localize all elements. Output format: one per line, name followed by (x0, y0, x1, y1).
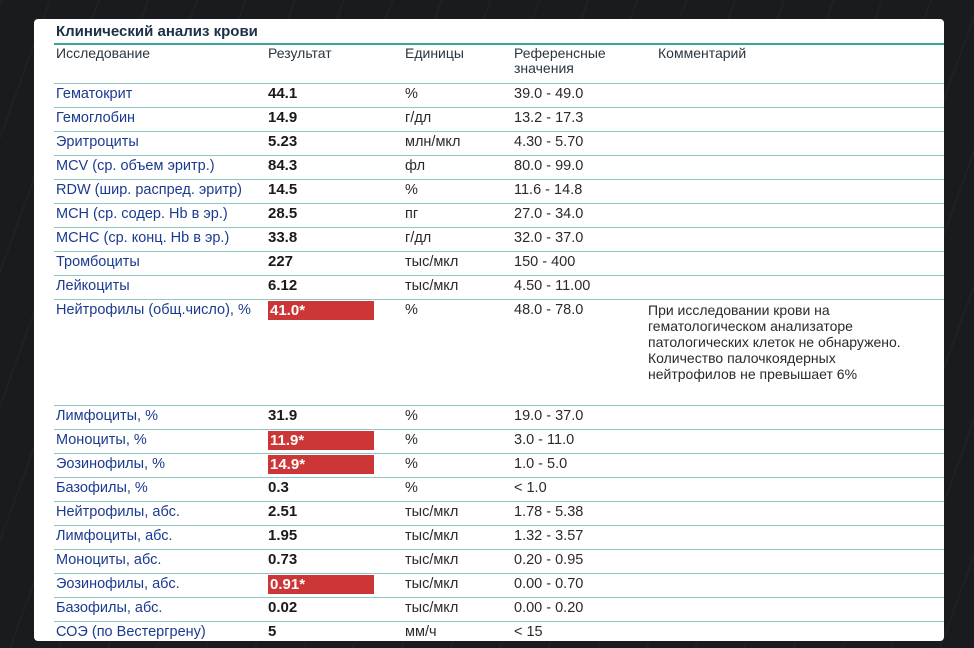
reference-range: 32.0 - 37.0 (514, 230, 584, 246)
test-name: Базофилы, абс. (56, 600, 163, 616)
result-value: 44.1 (268, 85, 298, 102)
test-name: RDW (шир. распред. эритр) (56, 182, 242, 198)
reference-range: 0.00 - 0.20 (514, 600, 584, 616)
test-name: Моноциты, % (56, 432, 147, 448)
comment: При исследовании крови на гематологическом анализаторе патологических клеток не обнаружено. Количество палочкоядерных нейтрофилов не превышает 6% (648, 302, 901, 382)
reference-range: 0.00 - 0.70 (514, 576, 584, 592)
header-reference (514, 46, 606, 76)
unit: пг (405, 206, 419, 222)
test-name: Лимфоциты, абс. (56, 528, 173, 544)
table-row (54, 227, 944, 251)
lab-report-sheet (34, 19, 944, 641)
test-name: Гемоглобин (56, 110, 136, 126)
unit: % (405, 408, 418, 424)
reference-range: 27.0 - 34.0 (514, 206, 584, 222)
test-name: Эозинофилы, % (56, 456, 166, 472)
flagged-result-value: 14.9* (268, 455, 374, 474)
table-row (54, 621, 944, 641)
reference-range: 1.78 - 5.38 (514, 504, 584, 520)
table-row (54, 525, 944, 549)
test-name: Моноциты, абс. (56, 552, 162, 568)
unit: тыс/мкл (405, 278, 459, 294)
table-row (54, 549, 944, 573)
unit: тыс/мкл (405, 528, 459, 544)
table-row (54, 597, 944, 621)
result-value: 5.23 (268, 133, 298, 150)
unit: % (405, 302, 418, 318)
result-value: 6.12 (268, 277, 298, 294)
header-result: Результат (268, 45, 332, 61)
unit: % (405, 456, 418, 472)
report-title: Клинический анализ крови (56, 23, 258, 40)
result-value: 33.8 (268, 229, 298, 246)
table-row (54, 453, 944, 477)
unit: тыс/мкл (405, 504, 459, 520)
result-value: 0.02 (268, 599, 298, 616)
test-name: Эозинофилы, абс. (56, 576, 180, 592)
flagged-result-value: 41.0* (268, 301, 374, 320)
test-name: MCH (ср. содер. Hb в эр.) (56, 206, 228, 222)
reference-range: 150 - 400 (514, 254, 576, 270)
test-name: Гематокрит (56, 86, 133, 102)
test-name: Базофилы, % (56, 480, 148, 496)
unit: тыс/мкл (405, 600, 459, 616)
unit: фл (405, 158, 426, 174)
reference-range: 3.0 - 11.0 (514, 432, 575, 448)
table-row (54, 251, 944, 275)
results-table (54, 83, 944, 641)
table-row (54, 275, 944, 299)
reference-range: 48.0 - 78.0 (514, 302, 584, 318)
unit: % (405, 86, 418, 102)
unit: млн/мкл (405, 134, 461, 150)
reference-range: 11.6 - 14.8 (514, 182, 583, 198)
table-row (54, 429, 944, 453)
unit: % (405, 480, 418, 496)
table-row (54, 477, 944, 501)
table-row (54, 83, 944, 107)
unit: тыс/мкл (405, 576, 459, 592)
reference-range: 1.0 - 5.0 (514, 456, 568, 472)
unit: мм/ч (405, 624, 437, 640)
header-comment: Комментарий (658, 45, 747, 61)
header-test: Исследование (56, 45, 151, 61)
test-name: Лейкоциты (56, 278, 130, 294)
result-value: 31.9 (268, 407, 298, 424)
reference-range: 39.0 - 49.0 (514, 86, 584, 102)
table-row (54, 405, 944, 429)
header-reference-line2: значения (514, 60, 574, 76)
unit: тыс/мкл (405, 552, 459, 568)
test-name: Нейтрофилы (общ.число), % (56, 302, 251, 318)
table-row (54, 179, 944, 203)
result-value: 28.5 (268, 205, 298, 222)
reference-range: 0.20 - 0.95 (514, 552, 584, 568)
result-value: 0.73 (268, 551, 298, 568)
result-value: 14.9 (268, 109, 298, 126)
flagged-result-value: 11.9* (268, 431, 374, 450)
test-name: MCV (ср. объем эритр.) (56, 158, 215, 174)
table-row (54, 299, 944, 405)
reference-range: 4.50 - 11.00 (514, 278, 591, 294)
unit: г/дл (405, 110, 432, 126)
header-top-rule (54, 43, 944, 45)
reference-range: 19.0 - 37.0 (514, 408, 584, 424)
test-name: Тромбоциты (56, 254, 140, 270)
table-row (54, 573, 944, 597)
table-row (54, 131, 944, 155)
reference-range: 80.0 - 99.0 (514, 158, 584, 174)
reference-range: < 15 (514, 624, 543, 640)
unit: г/дл (405, 230, 432, 246)
reference-range: 1.32 - 3.57 (514, 528, 584, 544)
reference-range: < 1.0 (514, 480, 547, 496)
unit: % (405, 182, 418, 198)
header-units: Единицы (405, 45, 464, 61)
header-reference-line1: Референсные (514, 45, 606, 61)
table-row (54, 203, 944, 227)
result-value: 2.51 (268, 503, 298, 520)
unit: % (405, 432, 418, 448)
test-name: Лимфоциты, % (56, 408, 158, 424)
flagged-result-value: 0.91* (268, 575, 374, 594)
test-name: СОЭ (по Вестергрену) (56, 624, 206, 640)
reference-range: 4.30 - 5.70 (514, 134, 584, 150)
result-value: 0.3 (268, 479, 289, 496)
result-value: 227 (268, 253, 294, 270)
result-value: 84.3 (268, 157, 298, 174)
test-name: MCHC (ср. конц. Hb в эр.) (56, 230, 230, 246)
result-value: 1.95 (268, 527, 298, 544)
table-row (54, 501, 944, 525)
unit: тыс/мкл (405, 254, 459, 270)
result-value: 5 (268, 623, 277, 640)
reference-range: 13.2 - 17.3 (514, 110, 584, 126)
test-name: Нейтрофилы, абс. (56, 504, 180, 520)
result-value: 14.5 (268, 181, 298, 198)
table-row (54, 155, 944, 179)
test-name: Эритроциты (56, 134, 139, 150)
table-row (54, 107, 944, 131)
